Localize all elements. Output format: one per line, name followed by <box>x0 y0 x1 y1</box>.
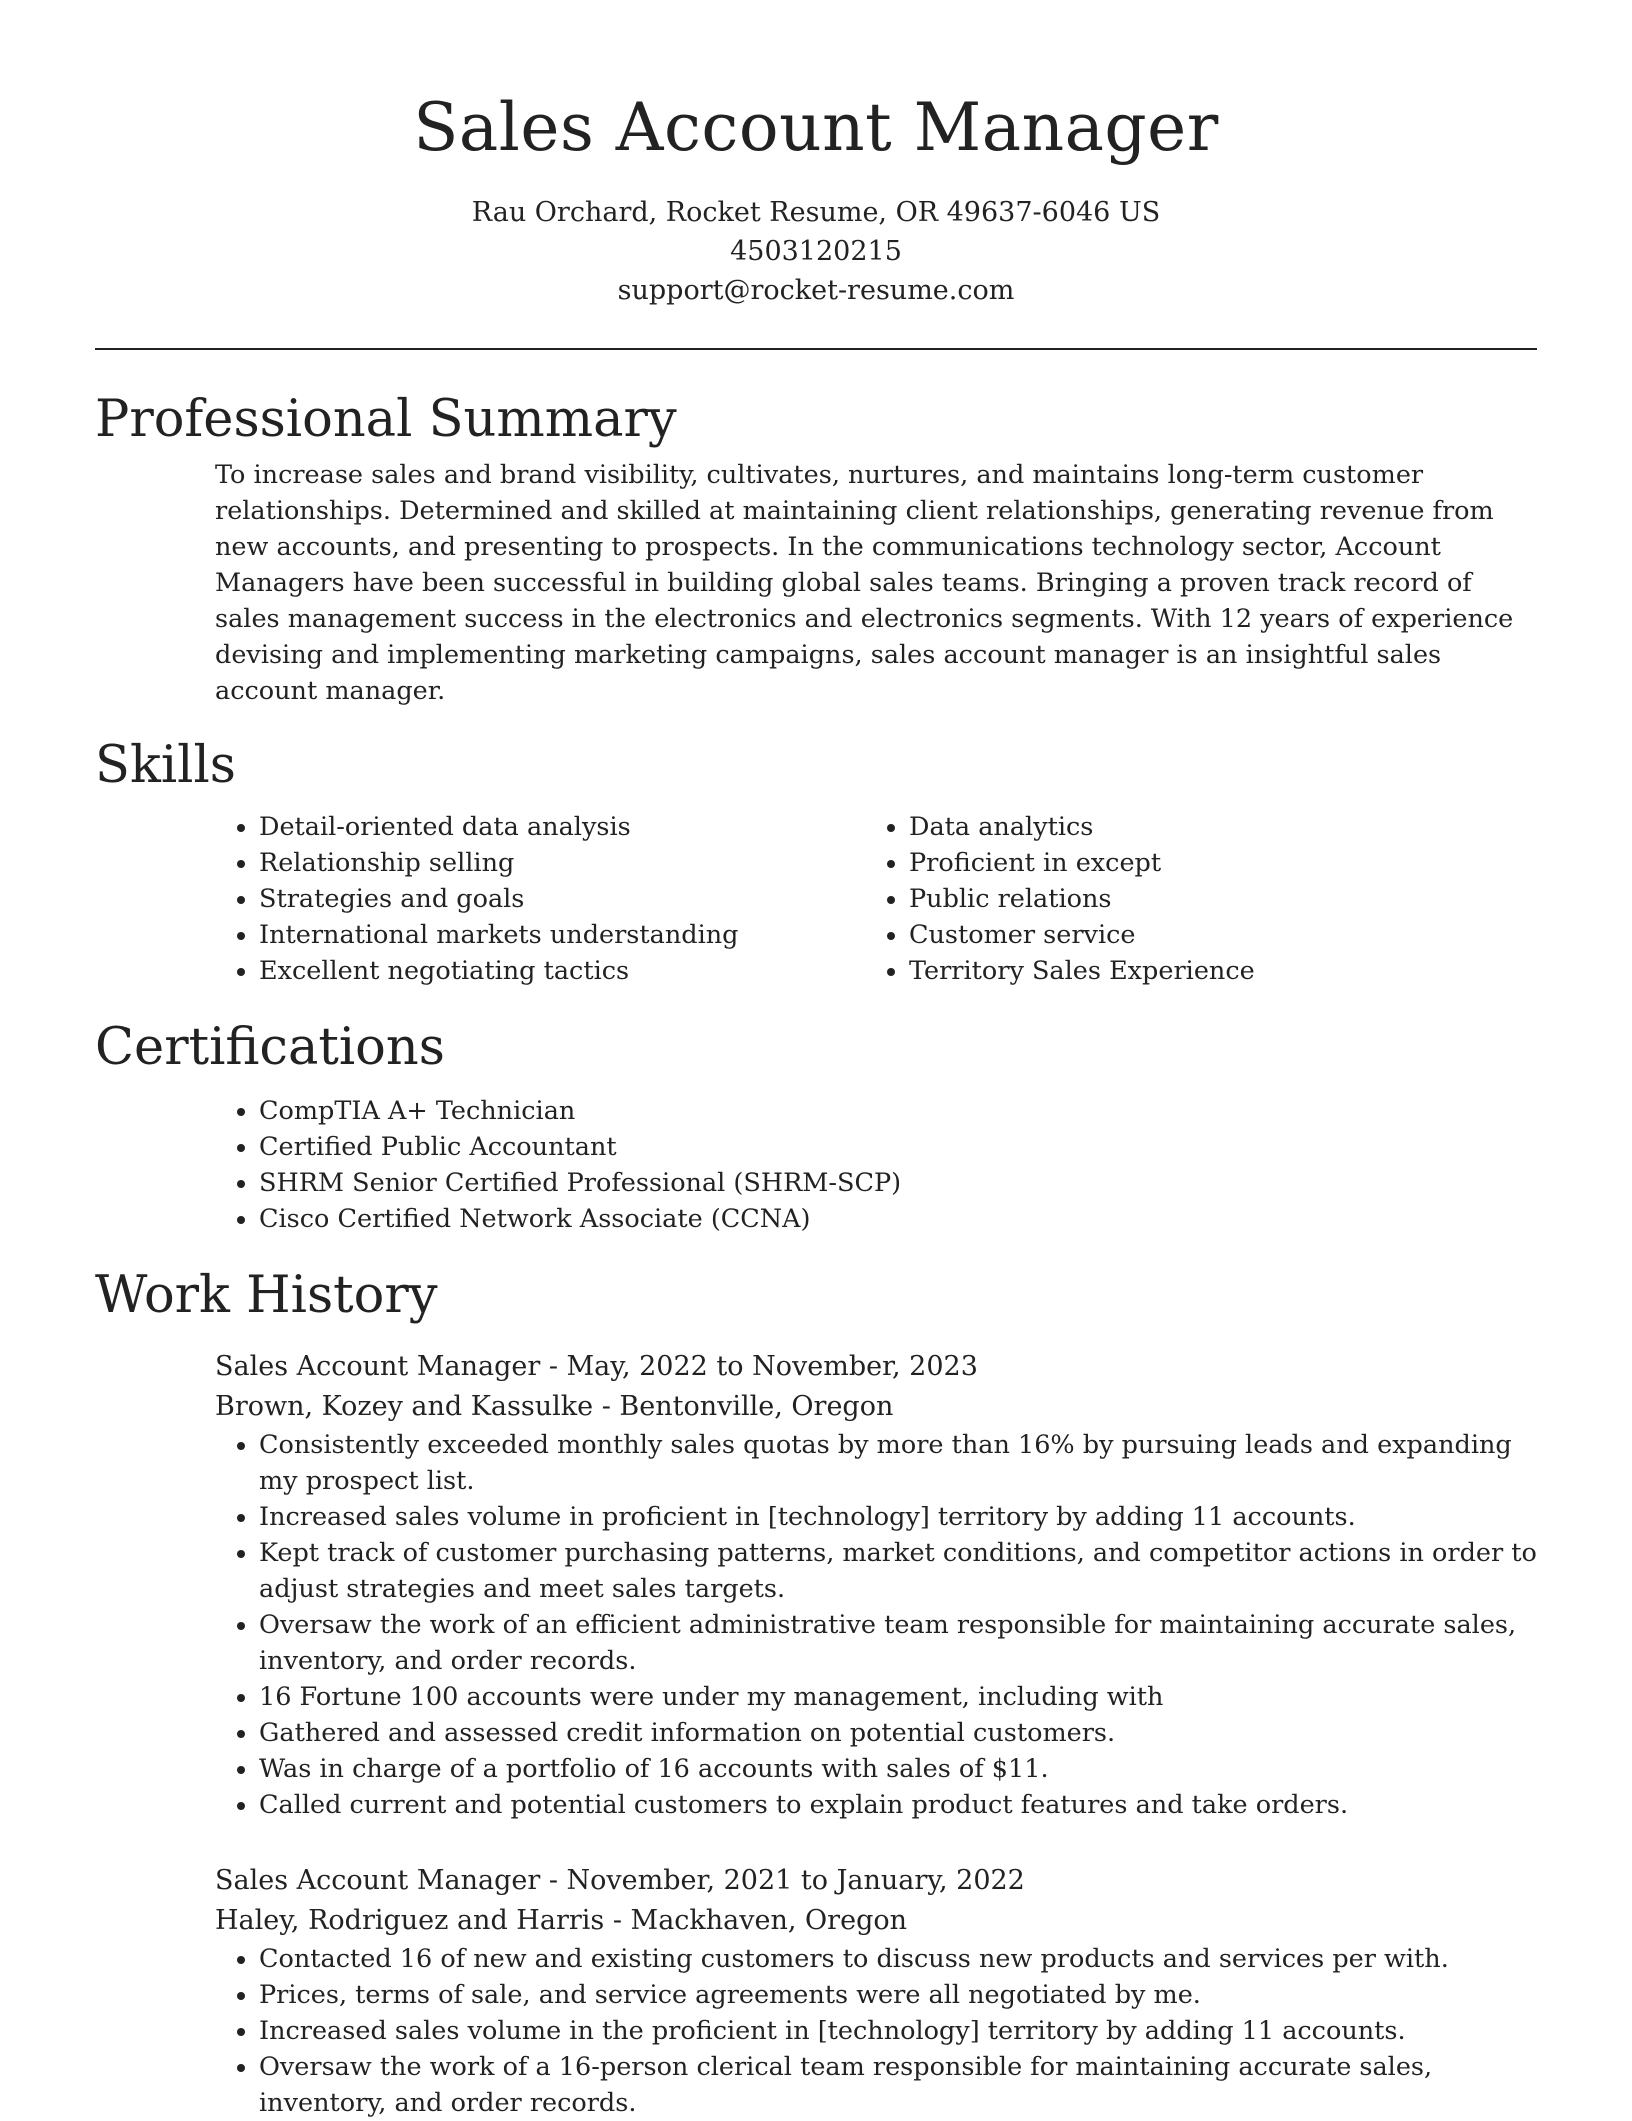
job-bullet: • Increased sales volume in the proficient in [technology] territory by adding 11 accounts. <box>259 2013 1537 2049</box>
certification-item: • CompTIA A+ Technician <box>259 1093 1537 1129</box>
job-company-line: Haley, Rodriguez and Harris - Mackhaven, Oregon <box>215 1905 907 1936</box>
certifications-section <box>95 1015 1537 1237</box>
skills-section <box>95 733 1537 989</box>
skill-item: • Strategies and goals <box>259 881 865 917</box>
job-bullets <box>215 1427 1537 1823</box>
certification-item: • SHRM Senior Certified Professional (SHRM-SCP) <box>259 1165 1537 1201</box>
job-title-line: Sales Account Manager - May, 2022 to November, 2023 <box>215 1351 978 1382</box>
skills-list-left <box>215 809 865 989</box>
skills-column-right <box>865 809 1515 989</box>
contact-email: support@rocket-resume.com <box>617 275 1015 306</box>
certification-item: • Certified Public Accountant <box>259 1129 1537 1165</box>
job-bullets <box>215 1941 1537 2121</box>
contact-phone: 4503120215 <box>730 236 902 267</box>
work-history-heading: Work History <box>95 1266 438 1325</box>
job-bullet: • Kept track of customer purchasing patterns, market conditions, and competitor actions in order to adjust strategies and meet sales targets. <box>259 1535 1537 1607</box>
skill-item: • Excellent negotiating tactics <box>259 953 865 989</box>
contact-address: Rau Orchard, Rocket Resume, OR 49637-6046 US <box>471 197 1161 228</box>
summary-heading: Professional Summary <box>95 390 677 449</box>
job-bullet: • 16 Fortune 100 accounts were under my management, including with <box>259 1679 1537 1715</box>
certification-item: • Cisco Certified Network Associate (CCNA) <box>259 1201 1537 1237</box>
job-entry <box>215 1347 1537 1823</box>
skill-item: • Proficient in except <box>909 845 1515 881</box>
skill-item: • Territory Sales Experience <box>909 953 1515 989</box>
job-bullet: • Contacted 16 of new and existing customers to discuss new products and services per with. <box>259 1941 1537 1977</box>
summary-section <box>95 387 1537 709</box>
job-bullet: • Oversaw the work of an efficient administrative team responsible for maintaining accurate sales, inventory, and order records. <box>259 1607 1537 1679</box>
resume-header <box>95 0 1537 310</box>
job-bullet: • Was in charge of a portfolio of 16 accounts with sales of $11. <box>259 1751 1537 1787</box>
skills-list-right <box>865 809 1515 989</box>
skill-item: • Customer service <box>909 917 1515 953</box>
job-company-line: Brown, Kozey and Kassulke - Bentonville, Oregon <box>215 1391 894 1422</box>
job-bullet: • Called current and potential customers to explain product features and take orders. <box>259 1787 1537 1823</box>
skill-item: • Detail-oriented data analysis <box>259 809 865 845</box>
certifications-list-wrapper <box>215 1093 1537 1237</box>
work-history-section <box>95 1263 1537 2121</box>
header-divider <box>95 348 1537 350</box>
certifications-heading: Certifications <box>95 1018 445 1077</box>
job-bullet: • Gathered and assessed credit information on potential customers. <box>259 1715 1537 1751</box>
job-bullet: • Increased sales volume in proficient in [technology] territory by adding 11 accounts. <box>259 1499 1537 1535</box>
candidate-name: Sales Account Manager <box>413 89 1219 166</box>
certifications-list <box>215 1093 1537 1237</box>
skills-column-left <box>215 809 865 989</box>
job-bullet: • Consistently exceeded monthly sales quotas by more than 16% by pursuing leads and expanding my prospect list. <box>259 1427 1537 1499</box>
skill-item: • Public relations <box>909 881 1515 917</box>
job-bullet: • Prices, terms of sale, and service agreements were all negotiated by me. <box>259 1977 1537 2013</box>
job-bullet: • Oversaw the work of a 16-person clerical team responsible for maintaining accurate sales, inventory, and order records. <box>259 2049 1537 2121</box>
skills-grid <box>215 809 1537 989</box>
contact-block <box>95 193 1537 310</box>
skill-item: • Data analytics <box>909 809 1515 845</box>
job-title-line: Sales Account Manager - November, 2021 to January, 2022 <box>215 1865 1025 1896</box>
job-entry <box>215 1861 1537 2121</box>
skill-item: • Relationship selling <box>259 845 865 881</box>
skills-heading: Skills <box>95 736 236 795</box>
skill-item: • International markets understanding <box>259 917 865 953</box>
summary-text: To increase sales and brand visibility, cultivates, nurtures, and maintains long-term customer relationships. Determined and skilled at maintaining client relationships, generating revenue from new accounts, and presenting to prospects. In the communications technology sector, Account Managers have been successful in building global sales teams. Bringing a proven track record of sales management success in the electronics and electronics segments. With 12 years of experience devising and implementing marketing campaigns, sales account manager is an insightful sales account manager. <box>215 460 1514 706</box>
